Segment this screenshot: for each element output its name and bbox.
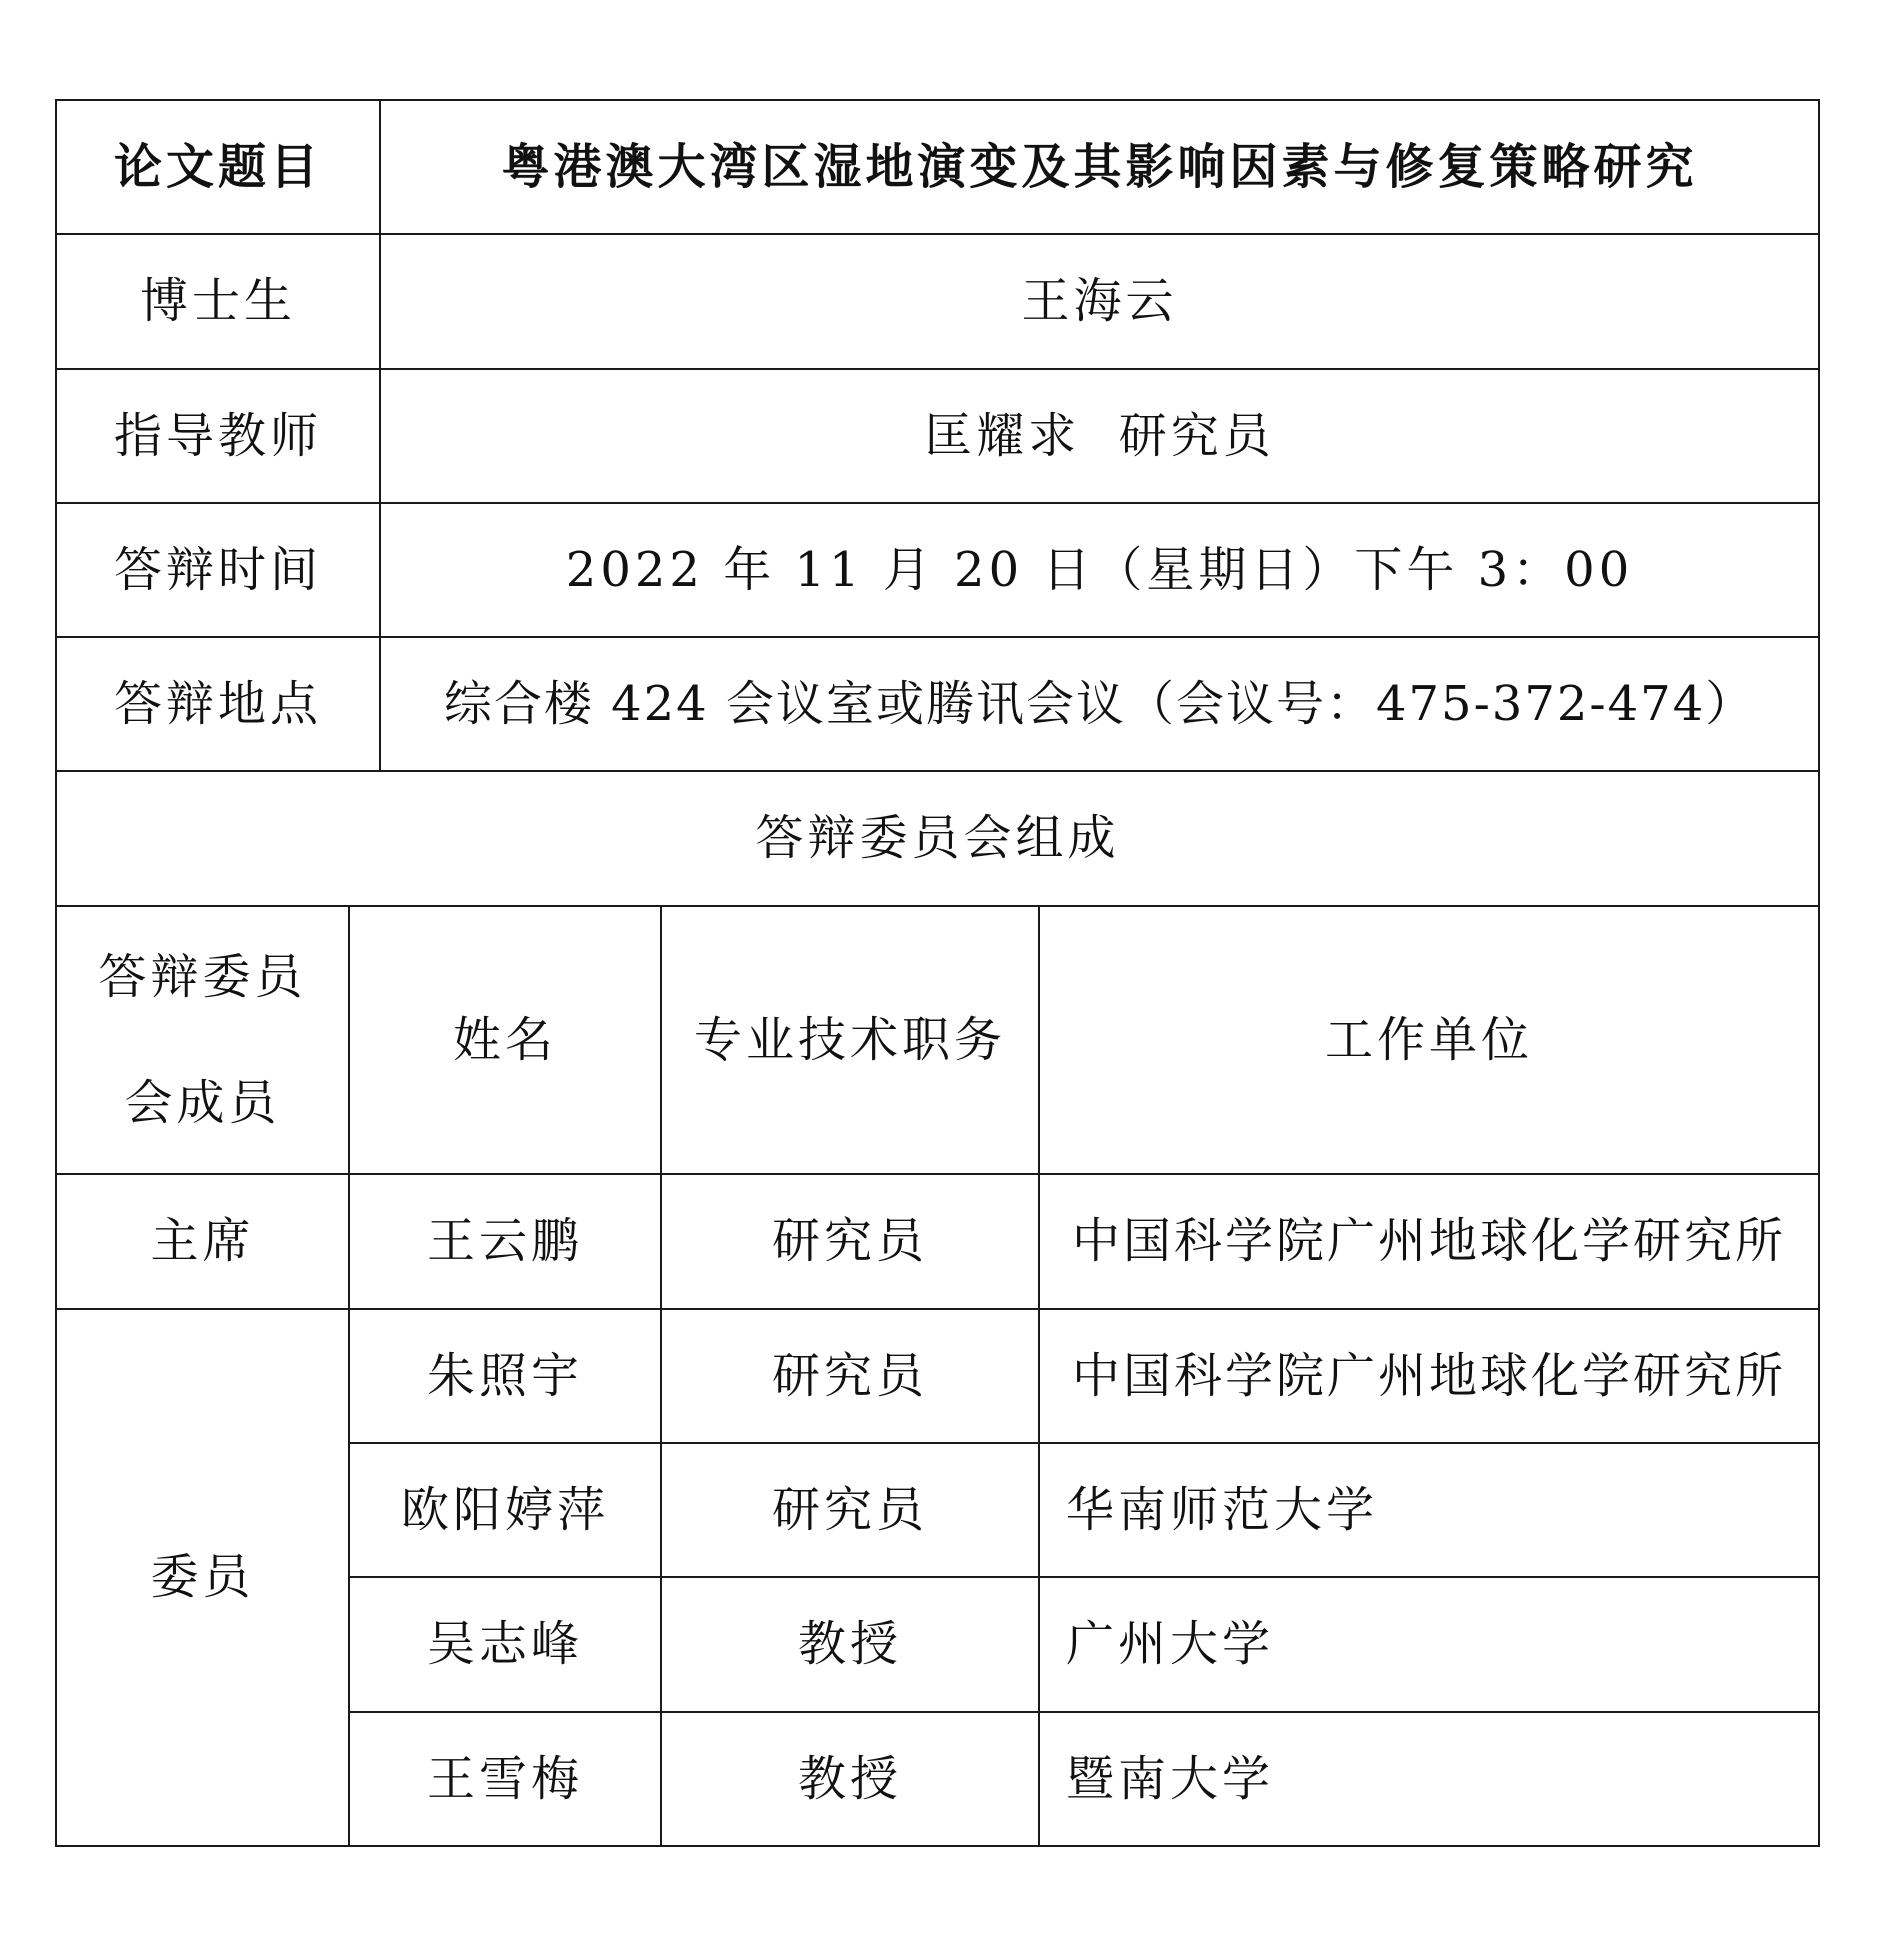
- row-committee-header: [56, 906, 1819, 1175]
- row-defense-place: [56, 637, 1819, 771]
- header-role-line1: 答辩委员: [98, 949, 307, 1006]
- row-committee-title: [56, 771, 1819, 905]
- member-name: 欧阳婷萍: [349, 1443, 661, 1577]
- table-row: [56, 1309, 1819, 1443]
- defense-place-value: 综合楼 424 会议室或腾讯会议（会议号：475-372-474）: [380, 637, 1819, 771]
- thesis-title-value: 粤港澳大湾区湿地演变及其影响因素与修复策略研究: [380, 100, 1819, 234]
- defense-time-label: 答辩时间: [56, 503, 380, 637]
- member-title: 研究员: [661, 1443, 1039, 1577]
- defense-info-sheet: [55, 99, 1818, 1847]
- header-role: [56, 906, 349, 1175]
- header-name: 姓名: [349, 906, 661, 1175]
- defense-time-value: 2022 年 11 月 20 日（星期日）下午 3：00: [380, 503, 1819, 637]
- chair-unit: 中国科学院广州地球化学研究所: [1039, 1174, 1819, 1308]
- defense-place-label: 答辩地点: [56, 637, 380, 771]
- chair-title: 研究员: [661, 1174, 1039, 1308]
- committee-section-title: 答辩委员会组成: [56, 771, 1819, 905]
- row-advisor: [56, 369, 1819, 503]
- row-defense-time: [56, 503, 1819, 637]
- member-title: 研究员: [661, 1309, 1039, 1443]
- student-name: 王海云: [380, 234, 1819, 368]
- member-title: 教授: [661, 1712, 1039, 1846]
- defense-info-table: [55, 99, 1820, 1847]
- member-role: 委员: [56, 1309, 349, 1846]
- member-unit: 暨南大学: [1039, 1712, 1819, 1846]
- header-unit: 工作单位: [1039, 906, 1819, 1175]
- chair-role: 主席: [56, 1174, 349, 1308]
- student-label: 博士生: [56, 234, 380, 368]
- member-unit: 中国科学院广州地球化学研究所: [1039, 1309, 1819, 1443]
- member-title: 教授: [661, 1577, 1039, 1711]
- advisor-label: 指导教师: [56, 369, 380, 503]
- member-name: 朱照宇: [349, 1309, 661, 1443]
- thesis-title-label: 论文题目: [56, 100, 380, 234]
- header-role-line2: 会成员: [124, 1075, 281, 1132]
- member-unit: 华南师范大学: [1039, 1443, 1819, 1577]
- advisor-value: 匡耀求 研究员: [380, 369, 1819, 503]
- member-name: 吴志峰: [349, 1577, 661, 1711]
- row-student: [56, 234, 1819, 368]
- header-title: 专业技术职务: [661, 906, 1039, 1175]
- chair-name: 王云鹏: [349, 1174, 661, 1308]
- member-unit: 广州大学: [1039, 1577, 1819, 1711]
- member-name: 王雪梅: [349, 1712, 661, 1846]
- row-thesis-title: [56, 100, 1819, 234]
- row-chair: [56, 1174, 1819, 1308]
